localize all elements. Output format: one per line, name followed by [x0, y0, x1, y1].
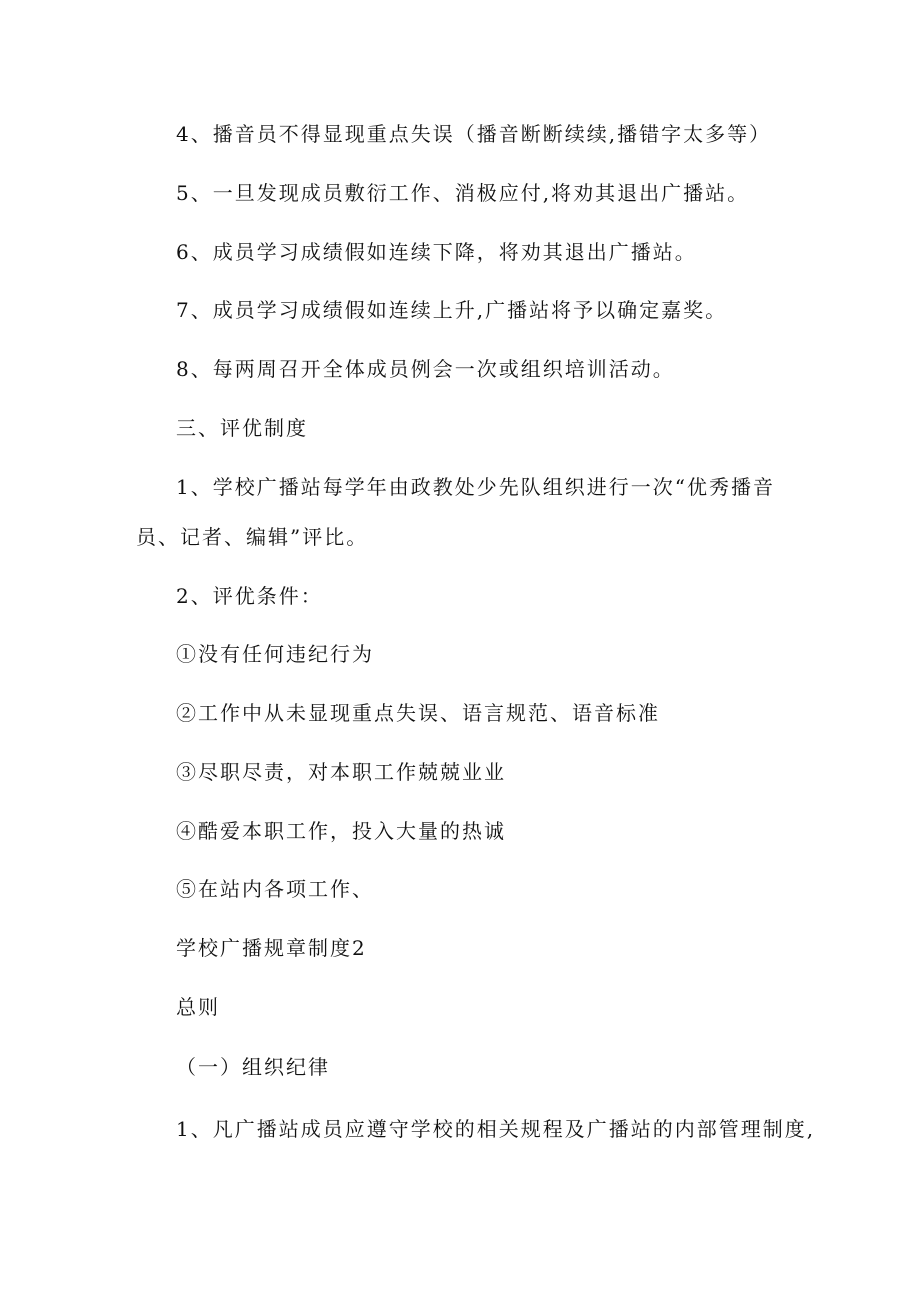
evaluation-item-2: 2、评优条件： — [176, 584, 323, 608]
general-provisions-heading: 总则 — [176, 995, 220, 1019]
evaluation-item-1-line-2: 员、记者、编辑”评比。 — [136, 525, 369, 549]
rule-item-7: 7、成员学习成绩假如连续上升,广播站将予以确定嘉奖。 — [176, 298, 728, 322]
evaluation-item-1-line-1: 1、学校广播站每学年由政教处少先队组织进行一次“优秀播音 — [176, 475, 775, 499]
rule-item-6: 6、成员学习成绩假如连续下降，将劝其退出广播站。 — [176, 240, 697, 264]
rule-item-8: 8、每两周召开全体成员例会一次或组织培训活动。 — [176, 357, 675, 381]
rule-item-5: 5、一旦发现成员敷衍工作、消极应付,将劝其退出广播站。 — [176, 181, 750, 205]
condition-4: ④酷爱本职工作，投入大量的热诚 — [176, 819, 506, 843]
condition-5: ⑤在站内各项工作、 — [176, 877, 374, 901]
document-title-2: 学校广播规章制度2 — [176, 936, 367, 960]
rule-item-4: 4、播音员不得显现重点失误（播音断断续续,播错字太多等） — [176, 122, 772, 146]
condition-3: ③尽职尽责，对本职工作兢兢业业 — [176, 760, 506, 784]
discipline-item-1: 1、凡广播站成员应遵守学校的相关规程及广播站的内部管理制度, — [176, 1117, 816, 1141]
condition-1: ①没有任何违纪行为 — [176, 642, 374, 666]
condition-2: ②工作中从未显现重点失误、语言规范、语音标准 — [176, 701, 660, 725]
subsection-heading-discipline: （一）组织纪律 — [176, 1055, 330, 1079]
section-heading-evaluation: 三、评优制度 — [176, 416, 308, 440]
